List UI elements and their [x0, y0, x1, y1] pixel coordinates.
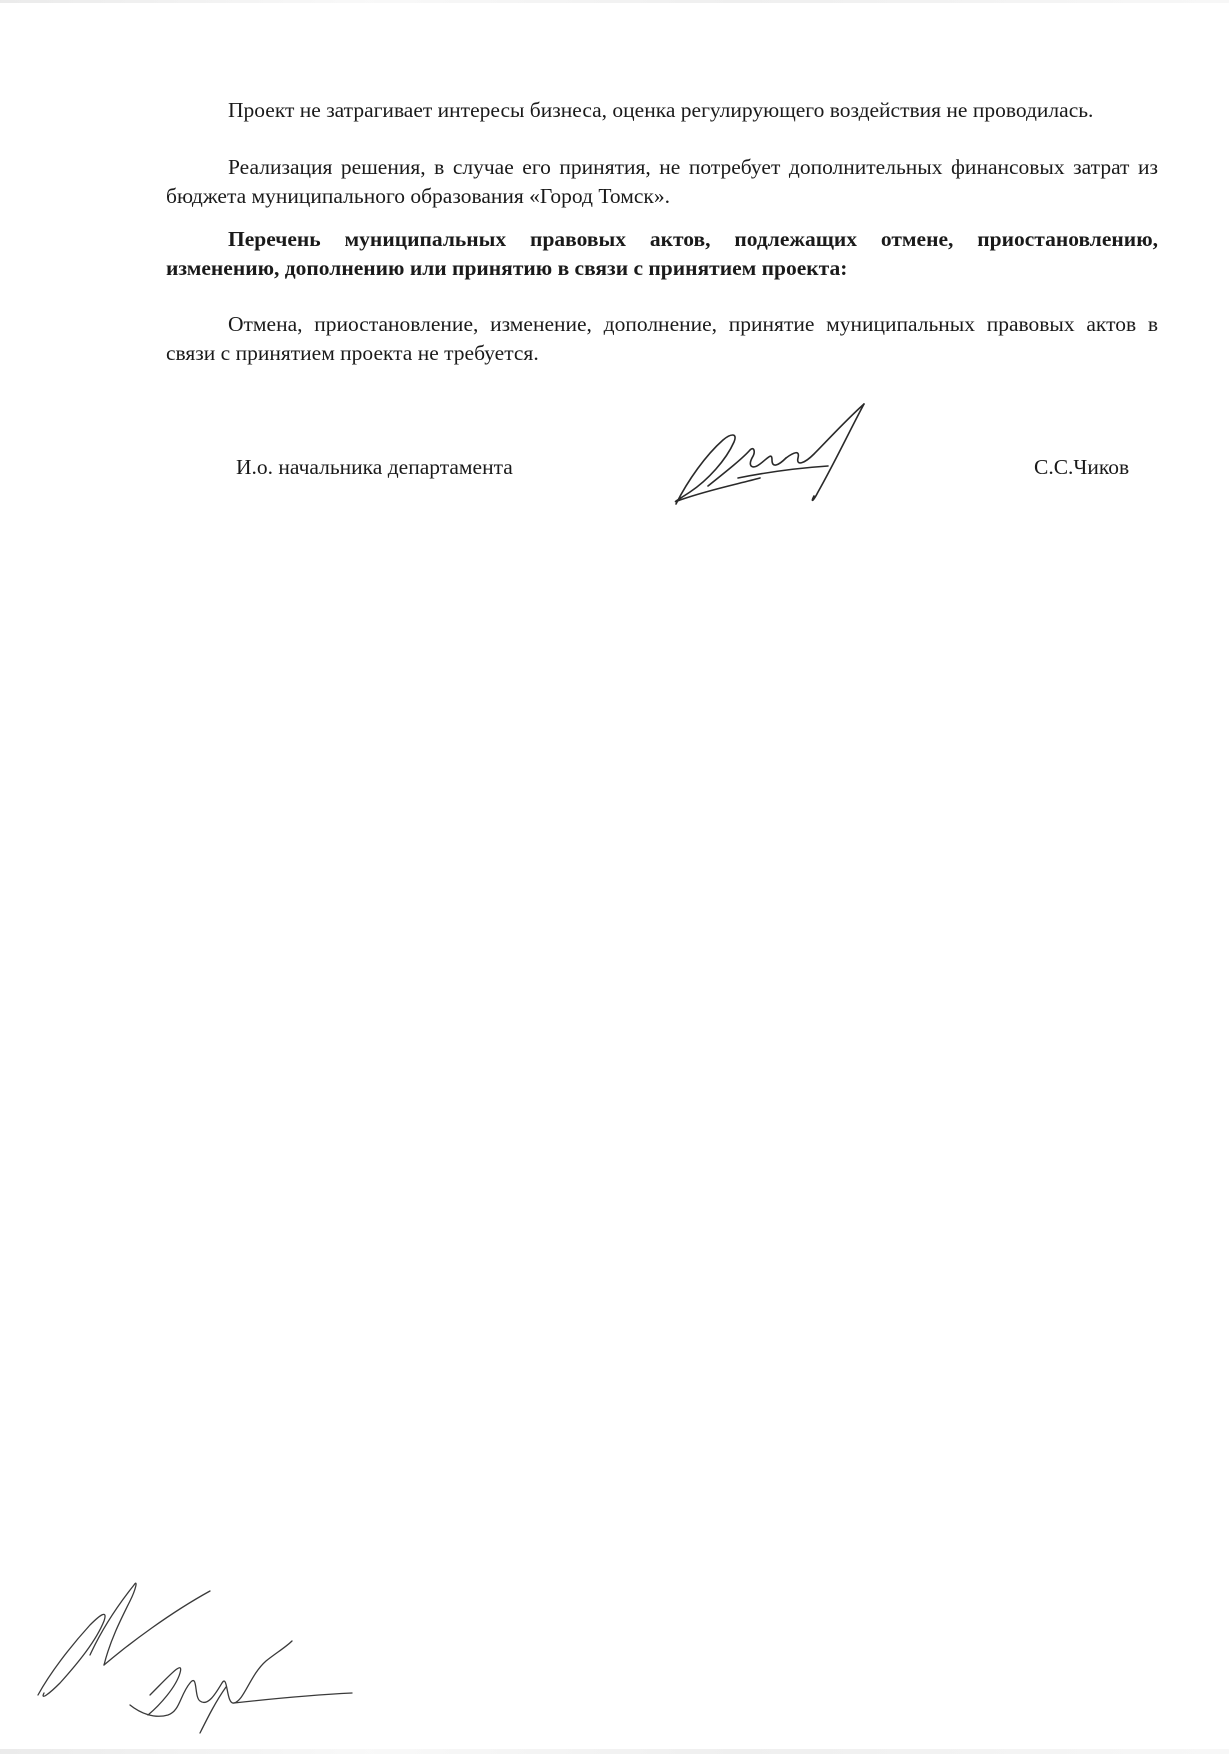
scan-edge-bottom	[0, 1749, 1229, 1754]
paragraph-acts-heading	[166, 225, 1158, 283]
initials-signature-icon	[30, 1555, 360, 1745]
handwritten-signature-icon	[668, 400, 888, 515]
scan-edge-top	[0, 0, 1229, 3]
paragraph-budget	[166, 153, 1158, 211]
signatory-name: С.С.Чиков	[1034, 455, 1130, 479]
acts-heading-text: Перечень муниципальных правовых актов, подлежащих отмене, приостановлению, изменению, дополнению или принятию в связи с принятием проекта:	[166, 227, 1158, 280]
paragraph-text: Проект не затрагивает интересы бизнеса, оценка регулирующего воздействия не проводилась.	[228, 98, 1094, 122]
paragraph-text: Реализация решения, в случае его принятия, не потребует дополнительных финансовых затрат из бюджета муниципального образования «Город Томск».	[166, 155, 1158, 208]
paragraph-text: Отмена, приостановление, изменение, дополнение, принятие муниципальных правовых актов в связи с принятием проекта не требуется.	[166, 312, 1158, 365]
signatory-position: И.о. начальника департамента	[236, 455, 513, 479]
signature-row	[0, 455, 1229, 495]
paragraph-acts-conclusion	[166, 310, 1158, 368]
paragraph-business-impact	[166, 96, 1158, 125]
